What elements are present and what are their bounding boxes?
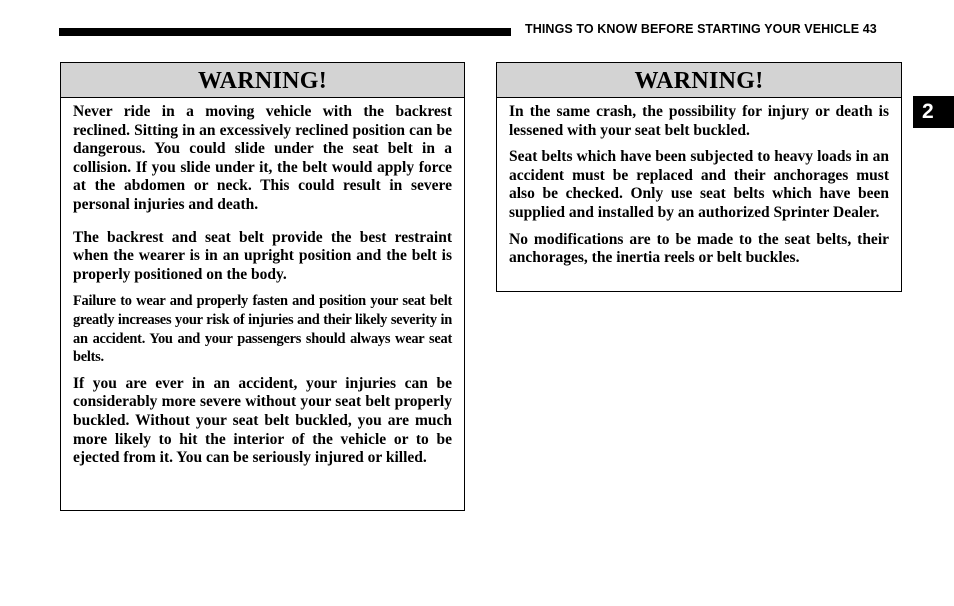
chapter-tab: 2 [913,96,954,128]
warning-paragraph: If you are ever in an accident, your injuries can be considerably more severe without your seat belt properly buckled. Without your seat belt buckled, you are much more likely to hit the interior of the vehicle or to be ejected from it. You can be seriously injured or killed. [73,374,452,467]
warning-paragraph: Never ride in a moving vehicle with the backrest reclined. Sitting in an excessively reclined position can be dangerous. You could slide under the seat belt in a collision. If you slide under it, the belt would apply force at the abdomen or neck. This could result in severe personal injuries and death. [73,103,452,213]
warning-paragraph: The backrest and seat belt provide the best restraint when the wearer is in an upright position and the belt is properly positioned on the body. [73,228,452,283]
warning-body-left [61,98,464,468]
warning-title-left: WARNING! [61,63,464,98]
warning-paragraph: Seat belts which have been subjected to heavy loads in an accident must be replaced and their anchorages must also be checked. Only use seat belts which have been supplied and installed by an authorized Sprinter Dealer. [509,148,889,221]
warning-paragraph: Failure to wear and properly fasten and position your seat belt greatly increases your risk of injuries and their likely severity in an accident. You and your passengers should always wear seat belts. [73,293,452,366]
header-rule [59,28,511,36]
warning-title-right: WARNING! [497,63,901,98]
warning-paragraph: In the same crash, the possibility for injury or death is lessened with your seat belt buckled. [509,103,889,139]
running-header: THINGS TO KNOW BEFORE STARTING YOUR VEHICLE 43 [525,22,877,36]
warning-body-right [497,98,901,268]
warning-paragraph: No modifications are to be made to the seat belts, their anchorages, the inertia reels or belt buckles. [509,230,889,267]
warning-box-right [496,62,902,292]
warning-box-left [60,62,465,511]
